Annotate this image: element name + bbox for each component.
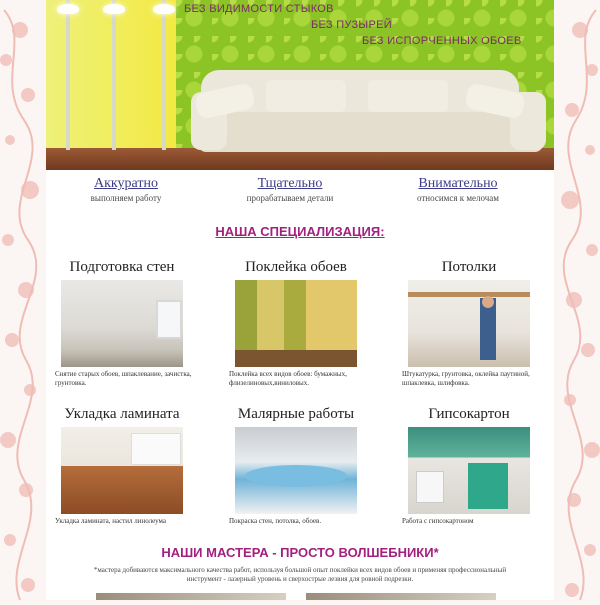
feature-subtitle: выполняем работу [90, 193, 162, 203]
page-content [46, 0, 554, 600]
feature-thorough [220, 176, 360, 203]
service-title: Подготовка стен [69, 259, 175, 275]
cushion [368, 80, 448, 112]
service-card-wall-prep[interactable] [52, 259, 192, 388]
floral-ornament-icon [552, 0, 600, 600]
floor-lamp [112, 0, 116, 150]
bottom-photo [306, 593, 496, 600]
service-image [235, 280, 357, 367]
service-image [408, 280, 530, 367]
service-title: Малярные работы [237, 406, 355, 422]
service-image [61, 427, 183, 514]
service-card-wallpapering[interactable] [226, 259, 366, 388]
feature-attentive [388, 176, 528, 203]
left-ornament [0, 0, 48, 600]
service-title: Поклейка обоев [245, 259, 347, 275]
feature-accurate [56, 176, 196, 203]
feature-subtitle: относимся к мелочам [416, 193, 500, 203]
service-title: Укладка ламината [64, 406, 180, 422]
sofa-seat [198, 112, 543, 152]
service-title: Гипсокартон [428, 406, 510, 422]
floor-lamp [66, 0, 70, 150]
service-image [408, 427, 530, 514]
hero-tagline: БЕЗ ПУЗЫРЕЙ [311, 19, 392, 31]
hero-tagline: БЕЗ ИСПОРЧЕННЫХ ОБОЕВ [362, 35, 522, 47]
specialization-title: НАША СПЕЦИАЛИЗАЦИЯ: [215, 224, 385, 239]
feature-title[interactable]: Аккуратно [94, 176, 158, 191]
masters-title: НАШИ МАСТЕРА - ПРОСТО ВОЛШЕБНИКИ* [161, 545, 439, 560]
service-card-ceilings[interactable] [399, 259, 539, 388]
service-caption: Укладка ламината, настил линолеума [55, 517, 166, 525]
lamp-shade-icon [57, 4, 79, 14]
lamp-shade-icon [153, 4, 175, 14]
floor-lamp [162, 0, 166, 150]
floral-ornament-icon [0, 0, 48, 600]
feature-title[interactable]: Тщательно [257, 176, 323, 191]
hero-tagline: БЕЗ ВИДИМОСТИ СТЫКОВ [184, 3, 334, 15]
feature-title[interactable]: Внимательно [418, 176, 498, 191]
lamp-shade-icon [103, 4, 125, 14]
service-caption: Штукатурка, грунтовка, оклейка паутиной, шпаклевка, шлифовка. [402, 370, 530, 387]
masters-note: *мастера добиваются максимального качества работ, используя большой опыт поклейки всех видов обоев и применяя профессиональный инструмент - лазерный уровень и сверхострые лезвия для ровной подрезки. [93, 566, 507, 583]
feature-subtitle: прорабатываем детали [246, 193, 334, 203]
service-card-laminate[interactable] [52, 406, 192, 526]
right-ornament [552, 0, 600, 600]
service-title: Потолки [441, 259, 497, 275]
service-card-painting[interactable] [226, 406, 366, 526]
service-image [61, 280, 183, 367]
service-card-drywall[interactable] [399, 406, 539, 526]
service-image [235, 427, 357, 514]
service-caption: Снятие старых обоев, шпаклевание, зачистка, грунтовка. [55, 370, 192, 387]
service-caption: Покраска стен, потолка, обоев. [229, 517, 322, 525]
service-caption: Поклейка всех видов обоев: бумажных, флизелиновых,виниловых. [229, 370, 347, 387]
hero-banner [46, 0, 554, 170]
cushion [266, 80, 346, 112]
bottom-photo [96, 593, 286, 600]
service-caption: Работа с гипсокартоном [402, 517, 474, 525]
